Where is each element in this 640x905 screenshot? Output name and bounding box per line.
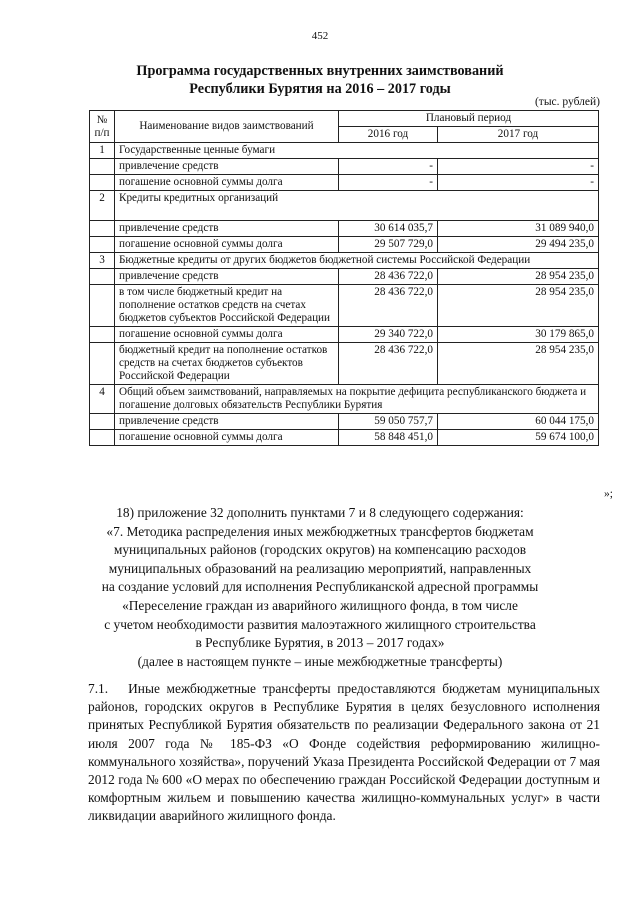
table-row	[90, 414, 599, 430]
amendment-line: в Республике Бурятия, в 2013 – 2017 годах»	[195, 635, 445, 651]
table-row	[90, 237, 599, 253]
value-2016: 29 507 729,0	[339, 237, 438, 253]
amendment-line: «Переселение граждан из аварийного жилищного фонда, в том числе	[122, 597, 518, 613]
amendment-line: муниципальных образований на реализацию мероприятий, направленных	[108, 560, 532, 576]
row-number	[90, 159, 115, 175]
value-2017: 60 044 175,0	[438, 414, 599, 430]
row-number: 3	[90, 253, 115, 269]
value-2017: 31 089 940,0	[438, 221, 599, 237]
row-name: погашение основной суммы долга	[115, 237, 339, 253]
row-number	[90, 327, 115, 343]
value-2017: -	[438, 159, 599, 175]
row-name: Общий объем заимствований, направляемых на покрытие дефицита республиканского бюджета и погашение долговых обязательств Республики Бурятия	[115, 385, 599, 414]
table-row	[90, 430, 599, 446]
row-number	[90, 237, 115, 253]
row-number	[90, 343, 115, 385]
page-number: 452	[311, 30, 329, 42]
amendment-line: на создание условий для исполнения Республиканской адресной программы	[101, 579, 539, 595]
row-number	[90, 175, 115, 191]
value-2017: 59 674 100,0	[438, 430, 599, 446]
row-name: погашение основной суммы долга	[115, 175, 339, 191]
value-2017: -	[438, 175, 599, 191]
header-period: Плановый период	[339, 111, 599, 127]
value-2016: 29 340 722,0	[339, 327, 438, 343]
row-number: 4	[90, 385, 115, 414]
amendment-intro: 18) приложение 32 дополнить пунктами 7 и 8 следующего содержания:	[116, 505, 524, 520]
table-section-row	[90, 143, 599, 159]
table-row	[90, 269, 599, 285]
row-number	[90, 414, 115, 430]
header-year-2016: 2016 год	[339, 127, 438, 143]
table-closing-mark: »;	[604, 488, 613, 500]
header-num: № п/п	[90, 111, 115, 143]
table-body	[90, 143, 599, 446]
row-name: погашение основной суммы долга	[115, 327, 339, 343]
row-name: привлечение средств	[115, 269, 339, 285]
amendment-block	[0, 504, 640, 671]
value-2016: 58 848 451,0	[339, 430, 438, 446]
table-row	[90, 285, 599, 327]
paragraph-7-1: 7.1. Иные межбюджетные трансферты предоставляются бюджетам муниципальных районов, городских округов в Республике Бурятия в целях безусловного исполнения принятых Республикой Бурятия обязательств по реализации Федерального закона от 21 июля 2007 года № 185-ФЗ «О Фонде содействия реформированию жилищно-коммунального хозяйства», поручений Указа Президента Российской Федерации от 7 мая 2012 года № 600 «О мерах по обеспечению граждан Российской Федерации доступным и комфортным жильем и повышению качества жилищно-коммунальных услуг» в части ликвидации аварийного жилищного фонда.	[88, 681, 600, 824]
row-name: привлечение средств	[115, 159, 339, 175]
value-2016: 28 436 722,0	[339, 269, 438, 285]
amendment-line: «7. Методика распределения иных межбюджетных трансфертов бюджетам	[106, 523, 534, 539]
row-name: привлечение средств	[115, 414, 339, 430]
table-section-row	[90, 191, 599, 221]
row-name: Кредиты кредитных организаций	[115, 191, 599, 221]
amendment-line: (далее в настоящем пункте – иные межбюджетные трансферты)	[137, 653, 503, 669]
row-name: Бюджетные кредиты от других бюджетов бюджетной системы Российской Федерации	[115, 253, 599, 269]
amendment-line: с учетом необходимости развития малоэтажного жилищного строительства	[104, 616, 536, 632]
table-row	[90, 343, 599, 385]
value-2017: 30 179 865,0	[438, 327, 599, 343]
title-line-2: Республики Бурятия на 2016 – 2017 годы	[189, 81, 451, 97]
row-number: 1	[90, 143, 115, 159]
table-row	[90, 327, 599, 343]
row-name: Государственные ценные бумаги	[115, 143, 599, 159]
row-name: бюджетный кредит на пополнение остатков средств на счетах бюджетов субъектов Российской Федерации	[115, 343, 339, 385]
row-name: привлечение средств	[115, 221, 339, 237]
row-number	[90, 285, 115, 327]
unit-label: (тыс. рублей)	[534, 96, 600, 108]
value-2016: 28 436 722,0	[339, 285, 438, 327]
value-2017: 28 954 235,0	[438, 285, 599, 327]
header-year-2017: 2017 год	[438, 127, 599, 143]
value-2017: 29 494 235,0	[438, 237, 599, 253]
value-2017: 28 954 235,0	[438, 269, 599, 285]
row-name: в том числе бюджетный кредит на пополнение остатков средств на счетах бюджетов субъектов Российской Федерации	[115, 285, 339, 327]
row-name: погашение основной суммы долга	[115, 430, 339, 446]
value-2016: 28 436 722,0	[339, 343, 438, 385]
value-2017: 28 954 235,0	[438, 343, 599, 385]
row-number	[90, 430, 115, 446]
value-2016: -	[339, 159, 438, 175]
table-section-row	[90, 385, 599, 414]
program-title	[0, 62, 640, 98]
table-row	[90, 159, 599, 175]
value-2016: -	[339, 175, 438, 191]
value-2016: 30 614 035,7	[339, 221, 438, 237]
borrowing-program-table	[89, 110, 599, 446]
title-line-1: Программа государственных внутренних заимствований	[136, 63, 504, 79]
row-number: 2	[90, 191, 115, 221]
table-row	[90, 221, 599, 237]
header-name: Наименование видов заимствований	[115, 111, 339, 143]
row-number	[90, 269, 115, 285]
value-2016: 59 050 757,7	[339, 414, 438, 430]
table-section-row	[90, 253, 599, 269]
row-number	[90, 221, 115, 237]
table-row	[90, 175, 599, 191]
amendment-line: муниципальных районов (городских округов) на компенсацию расходов	[113, 542, 527, 558]
